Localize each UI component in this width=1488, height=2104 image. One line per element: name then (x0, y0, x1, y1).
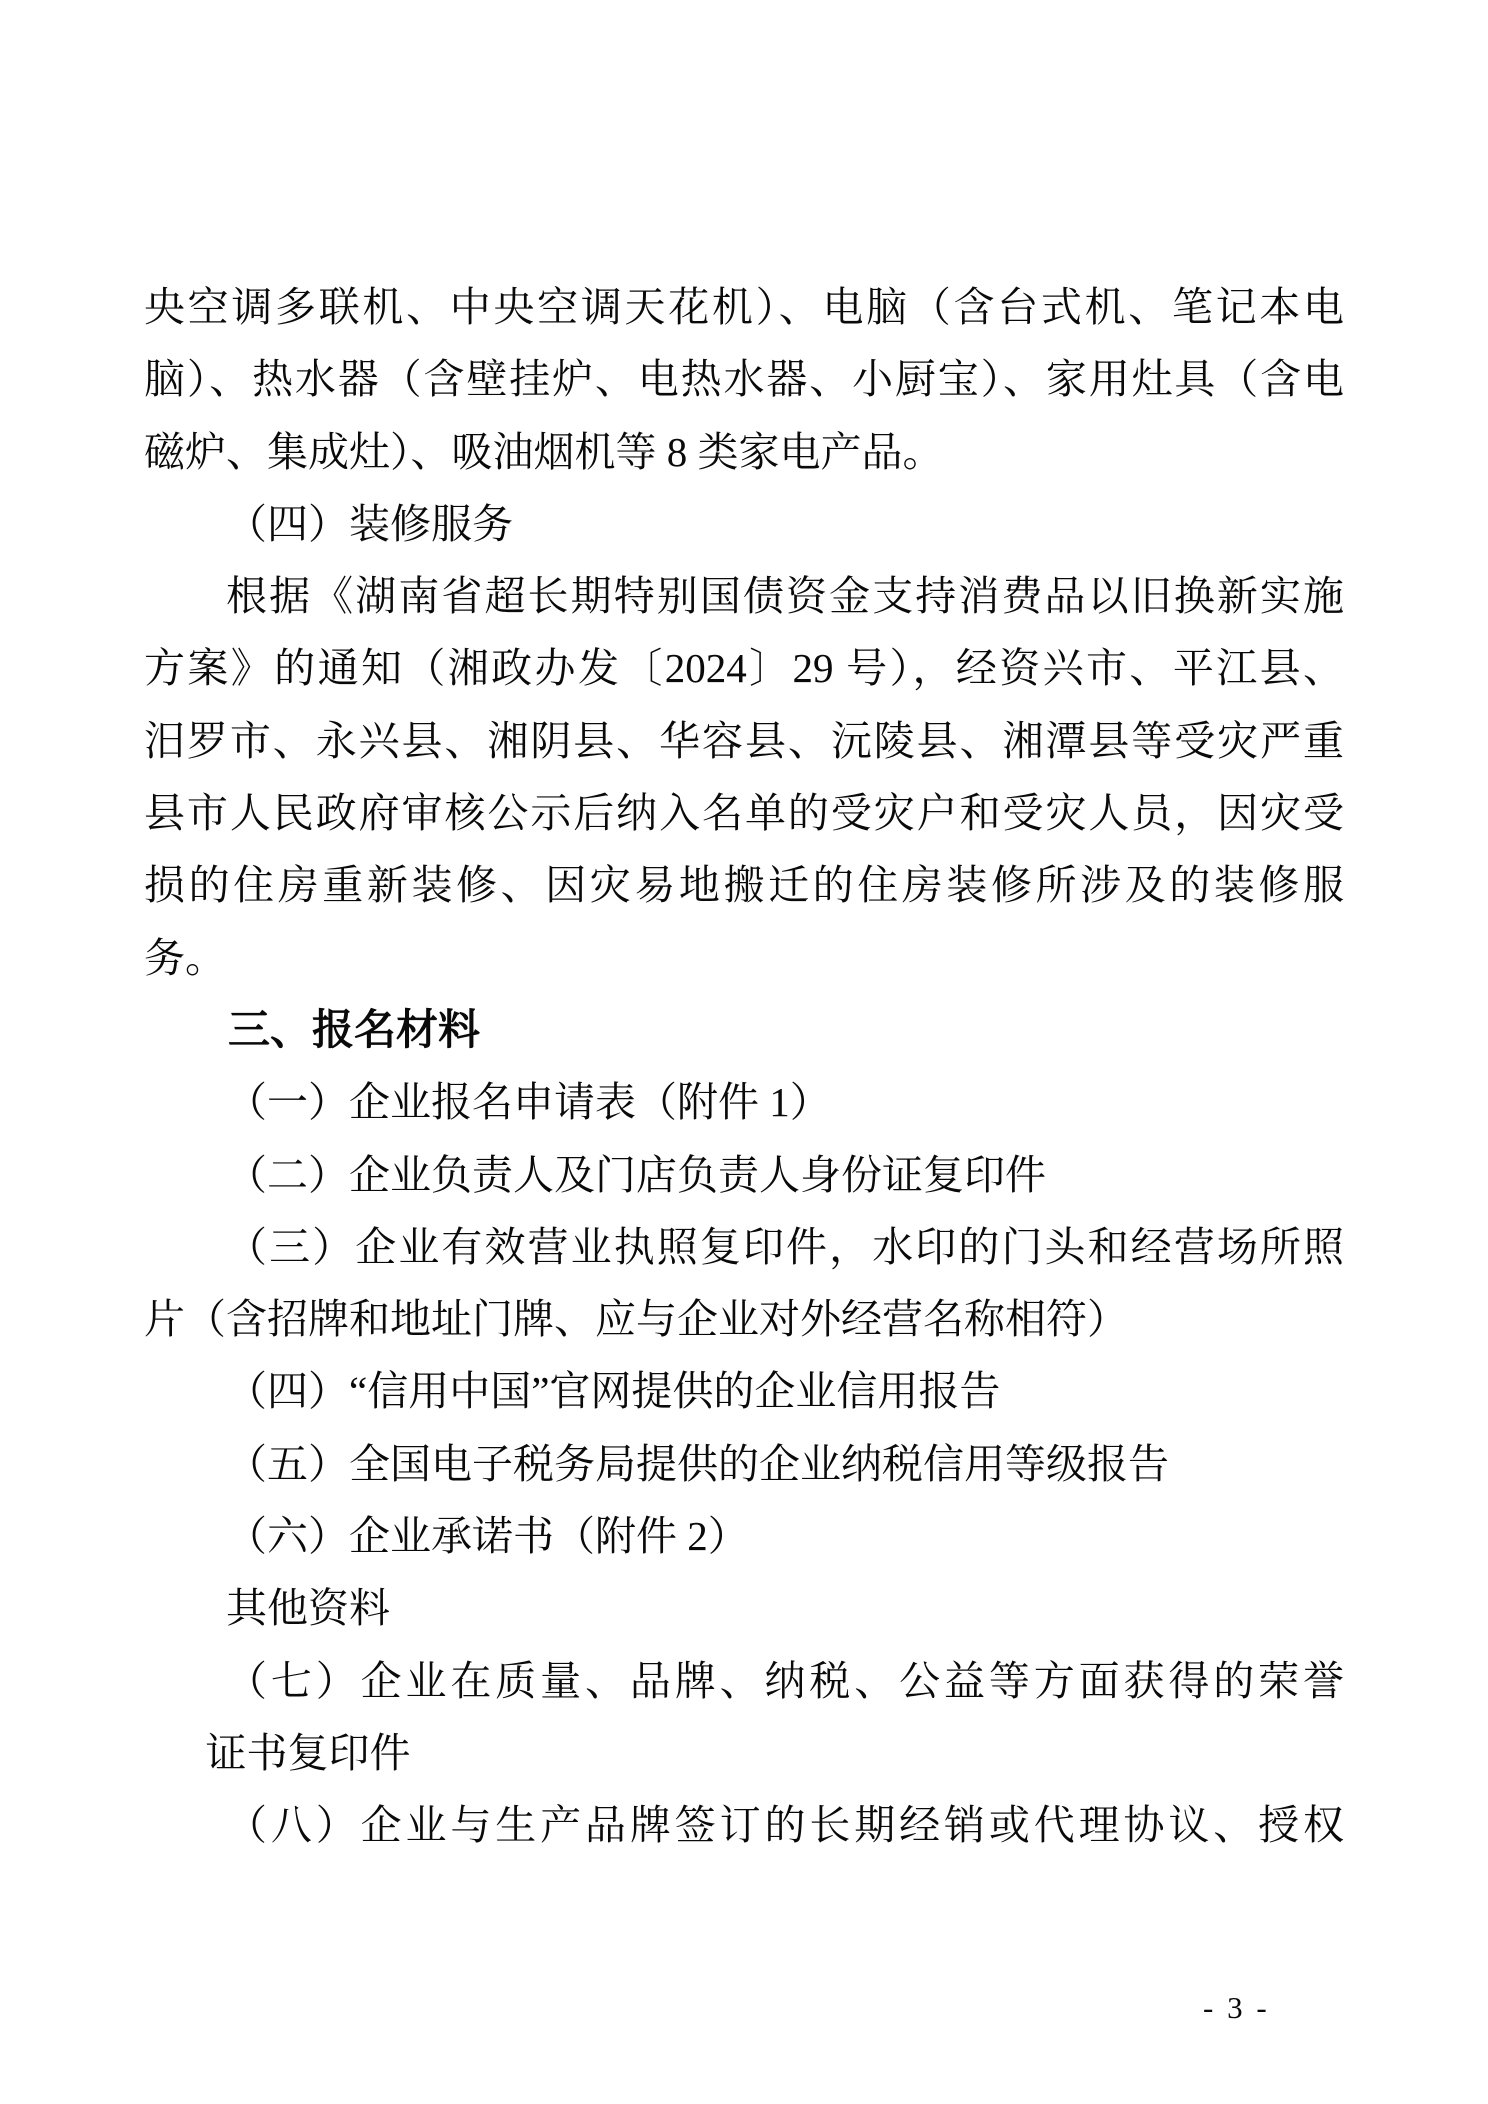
page-number: - 3 - (1203, 1990, 1270, 2025)
text-line: 县市人民政府审核公示后纳入名单的受灾户和受灾人员，因灾受 (144, 790, 1344, 837)
text-line: 根据《湖南省超长期特别国债资金支持消费品以旧换新实施 (226, 573, 1344, 620)
text-line: 损的住房重新装修、因灾易地搬迁的住房装修所涉及的装修服 (144, 862, 1344, 909)
list-item: （四）“信用中国”官网提供的企业信用报告 (226, 1368, 1001, 1415)
text-line: 脑）、热水器（含壁挂炉、电热水器、小厨宝）、家用灶具（含电 (144, 356, 1344, 403)
text-line: 央空调多联机、中央空调天花机）、电脑（含台式机、笔记本电 (144, 284, 1344, 330)
list-item: （五）全国电子税务局提供的企业纳税信用等级报告 (226, 1440, 1169, 1487)
subsection-heading-renovation: （四）装修服务 (226, 500, 513, 547)
text-line: 片（含招牌和地址门牌、应与企业对外经营名称相符） (144, 1296, 1128, 1343)
text-line: 其他资料 (226, 1585, 390, 1632)
text-line: 证书复印件 (205, 1729, 411, 1776)
text-line: 磁炉、集成灶）、吸油烟机等 8 类家电产品。 (144, 428, 944, 475)
text-line: 方案》的通知（湘政办发〔2024〕29 号），经资兴市、平江县、 (144, 645, 1344, 692)
document-text-block (144, 271, 1344, 1862)
list-item: （八）企业与生产品牌签订的长期经销或代理协议、授权 (226, 1802, 1344, 1849)
list-item: （六）企业承诺书（附件 2） (226, 1513, 749, 1560)
list-item: （一）企业报名申请表（附件 1） (226, 1079, 831, 1126)
list-item: （三）企业有效营业执照复印件，水印的门头和经营场所照 (226, 1223, 1344, 1270)
list-item: （七）企业在质量、品牌、纳税、公益等方面获得的荣誉 (226, 1657, 1344, 1704)
text-line: 汨罗市、永兴县、湘阴县、华容县、沅陵县、湘潭县等受灾严重 (144, 717, 1344, 764)
section-heading-materials: 三、报名材料 (228, 1005, 481, 1053)
list-item: （二）企业负责人及门店负责人身份证复印件 (226, 1151, 1046, 1198)
text-line: 务。 (144, 934, 226, 981)
